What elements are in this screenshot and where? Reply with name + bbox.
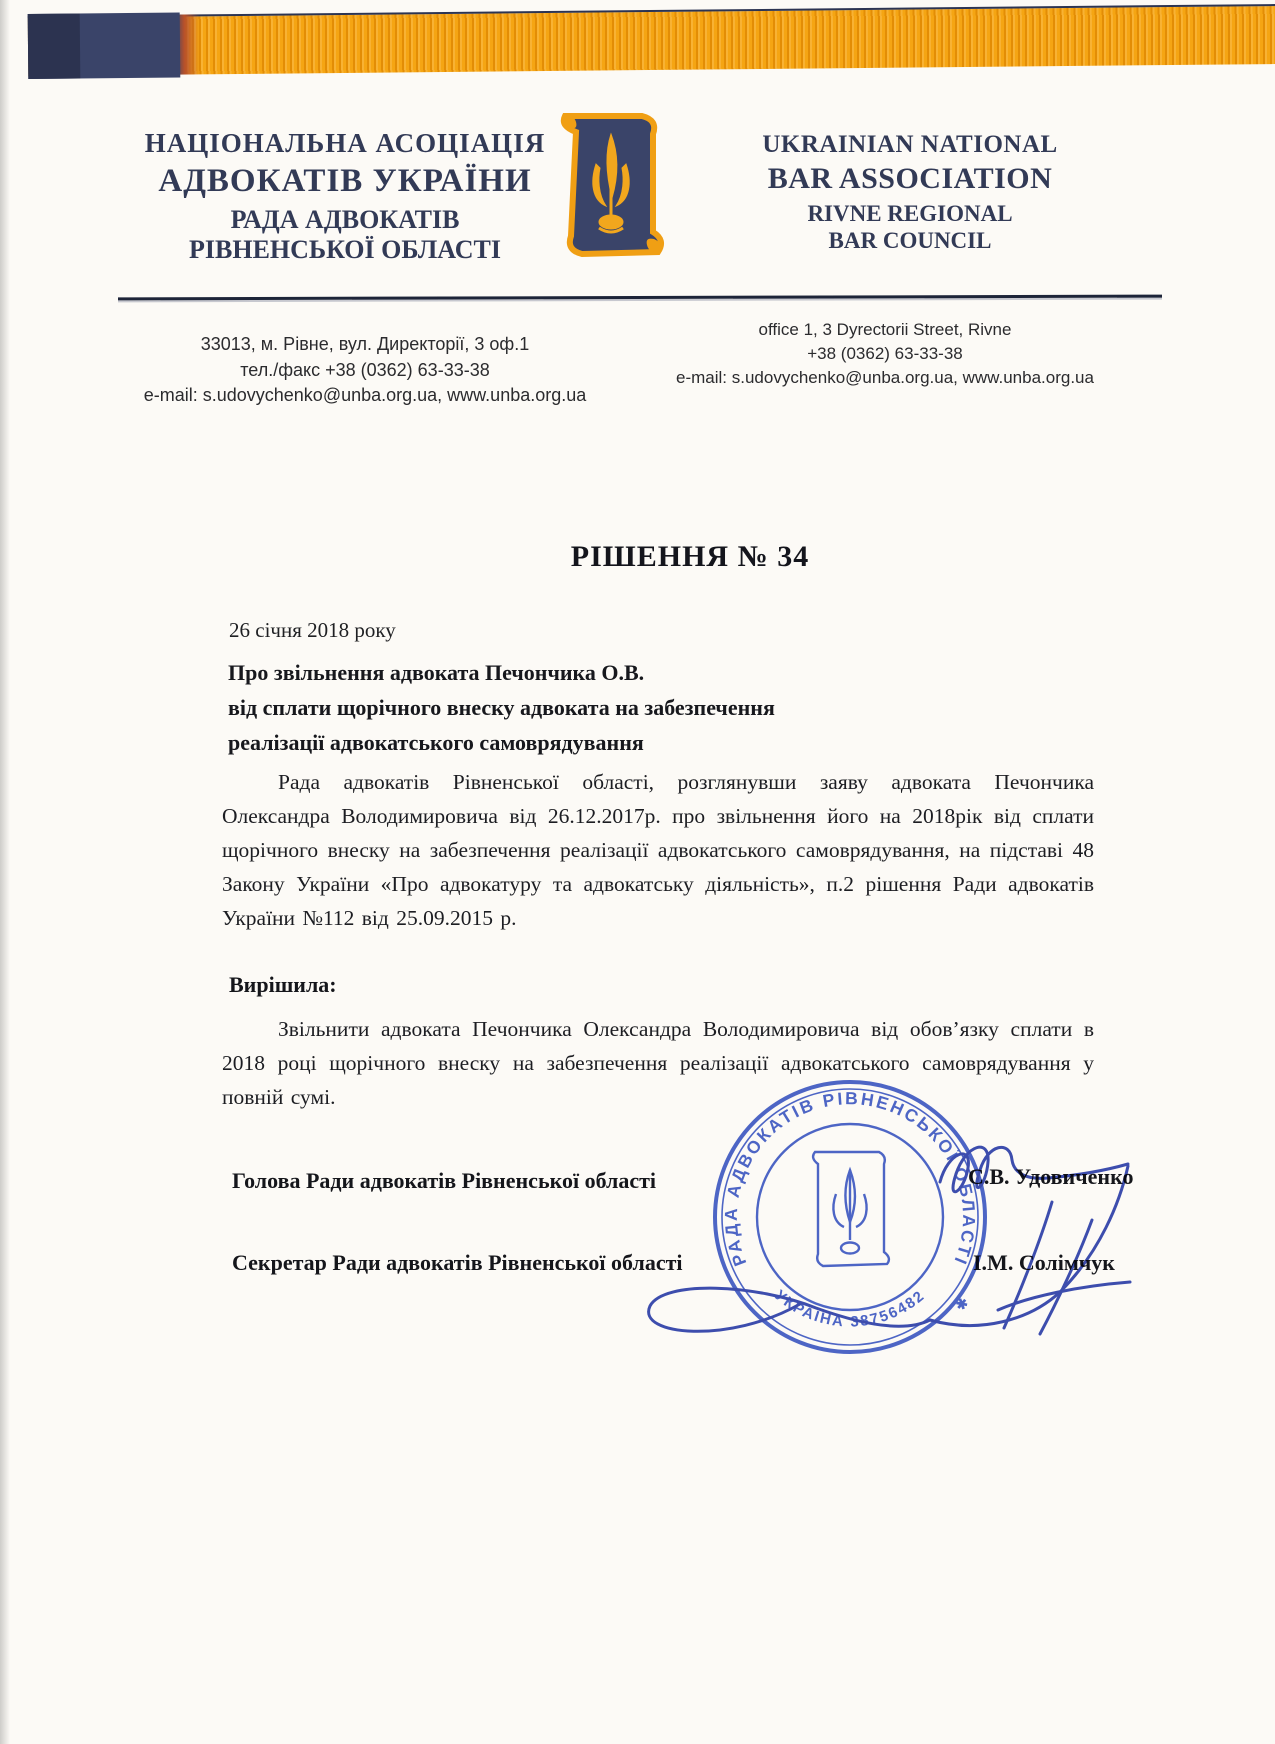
contact-en-email: e-mail: s.udovychenko@unba.org.ua, www.unba.org.ua — [676, 368, 1094, 388]
decision-date: 26 січня 2018 року — [229, 618, 396, 642]
stamp-center-emblem — [813, 1152, 889, 1266]
contact-block-english — [650, 318, 1120, 390]
org-uk-line3: РАДА АДВОКАТІВ — [230, 204, 460, 234]
stamp-ring-text-bottom: УКРАЇНА 38756482 — [771, 1286, 929, 1331]
org-uk-line2: АДВОКАТІВ УКРАЇНИ — [158, 162, 532, 199]
subject-line-2: від сплати щорічного внеску адвоката на забезпечення — [228, 695, 775, 720]
signature-role-head: Голова Ради адвокатів Рівненської області — [232, 1168, 657, 1193]
stamp-ring-text-top: РАДА АДВОКАТІВ РІВНЕНСЬКОЇ ОБЛАСТІ — [720, 1088, 980, 1270]
org-en-line3: RIVNE REGIONAL — [807, 200, 1013, 226]
unba-scroll-trident-logo — [552, 112, 670, 260]
org-uk-line1: НАЦІОНАЛЬНА АСОЦІАЦІЯ — [144, 128, 546, 158]
subject-line-3: реалізації адвокатського самоврядування — [228, 730, 644, 755]
contact-uk-phone: тел./факс +38 (0362) 63-33-38 — [240, 359, 490, 380]
contact-uk-email: e-mail: s.udovychenko@unba.org.ua, www.unba.org.ua — [143, 385, 587, 406]
org-en-line1: UKRAINIAN NATIONAL — [762, 131, 1058, 158]
subject-line-1: Про звільнення адвоката Печончика О.В. — [228, 660, 645, 685]
contact-uk-address: 33013, м. Рівне, вул. Директорії, 3 оф.1 — [200, 334, 530, 354]
signature-name-secretary: І.М. Солімчук — [973, 1250, 1115, 1275]
letterhead-color-band — [28, 4, 1275, 76]
decision-title: РІШЕННЯ № 34 — [570, 540, 810, 573]
decision-body-paragraph: Рада адвокатів Рівненської області, розглянувши заяву адвоката Печончика Олександра Володимировича від 26.12.2017р. про звільнення його на 2018рік від сплати щорічного внеску на забезпечення реалізації адвокатського самоврядування, на підставі 48 Закону України «Про адвокатуру та адвокатську діяльність», п.2 рішення Ради адвокатів України №112 від 25.09.2015 р. — [222, 770, 1094, 930]
header-divider-line — [118, 295, 1162, 301]
contact-en-phone: +38 (0362) 63-33-38 — [807, 344, 963, 364]
org-name-ukrainian — [120, 128, 570, 266]
decision-subject — [228, 655, 948, 760]
org-name-english — [720, 130, 1100, 254]
contact-block-ukrainian — [130, 332, 600, 409]
signature-role-secretary: Секретар Ради адвокатів Рівненської області — [232, 1250, 683, 1275]
stamp-star-separator: ✱ — [952, 1294, 972, 1314]
signature-name-head: С.В. Удовиченко — [968, 1164, 1134, 1189]
official-round-stamp — [600, 1052, 1180, 1412]
resolution-heading: Вирішила: — [229, 972, 337, 997]
org-en-line4: BAR COUNCIL — [828, 228, 992, 254]
band-navy-dark-tip — [28, 14, 81, 79]
resolution-paragraph: Звільнити адвоката Печончика Олександра Володимировича від обов’язку сплати в 2018 році щорічного внеску на забезпечення реалізації адвокатського самоврядування у повній сумі. — [222, 1017, 1094, 1109]
org-uk-line4: РІВНЕНСЬКОЇ ОБЛАСТІ — [189, 235, 501, 265]
orange-stripe-band — [28, 4, 1275, 76]
contact-en-address: office 1, 3 Dyrectorii Street, Rivne — [758, 320, 1012, 339]
org-en-line2: BAR ASSOCIATION — [767, 161, 1053, 195]
